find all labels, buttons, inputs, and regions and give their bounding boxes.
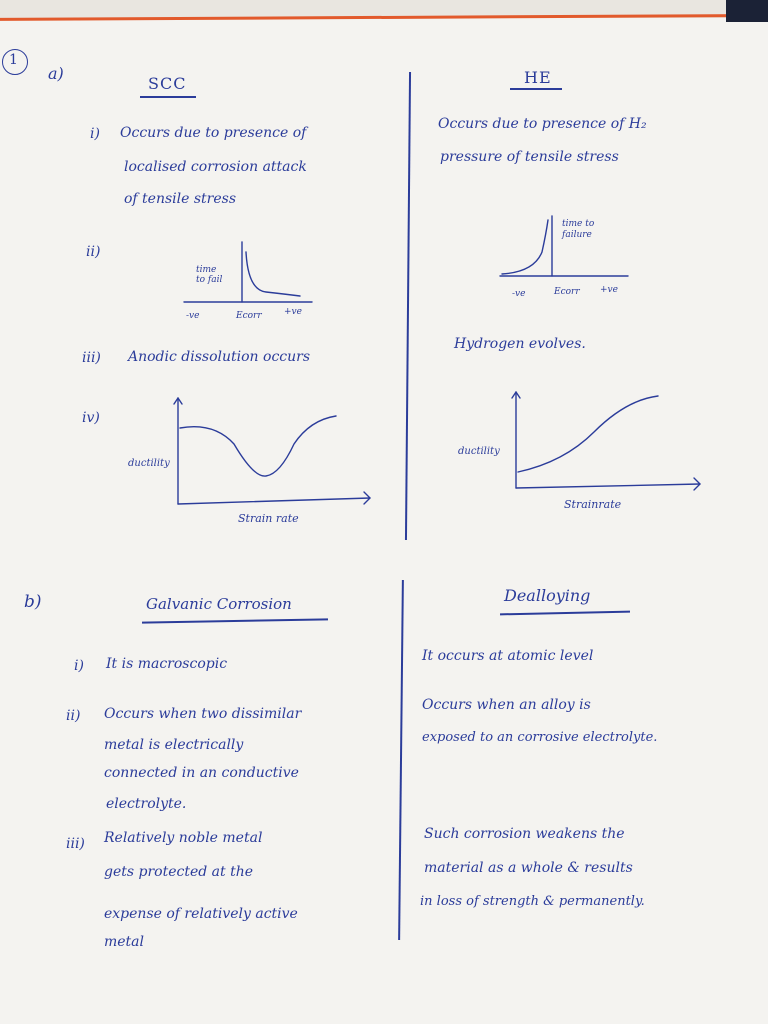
graph-xlabel: Strain rate	[238, 512, 299, 525]
graph-curve	[518, 396, 658, 472]
dealloying-point2-line1: Occurs when an alloy is	[422, 697, 591, 713]
galvanic-point2-line1: Occurs when two dissimilar	[104, 706, 302, 722]
galvanic-point3-line2: gets protected at the	[104, 864, 254, 880]
background-corner	[726, 0, 768, 22]
galvanic-point2-line4: electrolyte.	[106, 796, 187, 812]
graph-ylabel-line1: time to	[562, 219, 595, 229]
scc-point2-number: ii)	[86, 244, 101, 260]
scc-point1-line3: of tensile stress	[124, 191, 237, 207]
graph-ylabel-line2: to fail	[196, 275, 223, 285]
he-point3-text: Hydrogen evolves.	[454, 336, 586, 352]
part-a-column-divider	[405, 72, 411, 540]
galvanic-point2-number: ii)	[66, 708, 81, 724]
scc-point3-text: Anodic dissolution occurs	[128, 349, 311, 365]
graph-x-axis	[516, 484, 700, 488]
graph-x-neg-label: -ve	[512, 289, 526, 299]
dealloying-point3-line1: Such corrosion weakens the	[424, 826, 625, 842]
galvanic-point3-line4: metal	[104, 934, 145, 950]
he-point1-line2: pressure of tensile stress	[440, 149, 619, 165]
graph-x-pos-label: +ve	[284, 307, 302, 317]
graph-x-axis	[178, 498, 370, 504]
scc-ductility-graph	[124, 394, 384, 528]
scc-point1-number: i)	[90, 126, 100, 142]
he-title: HE	[524, 68, 552, 87]
scc-point4-number: iv)	[82, 410, 100, 426]
scc-point1-line1: Occurs due to presence of	[120, 125, 307, 141]
graph-curve	[180, 416, 336, 476]
scc-point1-line2: localised corrosion attack	[124, 159, 307, 175]
scc-point3-number: iii)	[82, 350, 101, 366]
dealloying-point3-line3: in loss of strength & permanently.	[420, 894, 645, 909]
graph-curve	[502, 220, 548, 274]
he-title-underline	[510, 88, 562, 90]
graph-ylabel-line2: failure	[562, 230, 592, 240]
part-b-column-divider	[398, 580, 403, 940]
graph-xlabel: Strainrate	[564, 498, 622, 511]
scc-time-to-fail-graph	[180, 238, 320, 328]
graph-curve	[246, 252, 300, 296]
dealloying-title: Dealloying	[504, 586, 591, 605]
galvanic-point2-line2: metal is electrically	[104, 737, 244, 753]
galvanic-point1-number: i)	[74, 658, 84, 674]
galvanic-title: Galvanic Corrosion	[146, 595, 292, 613]
scc-title: SCC	[148, 74, 187, 93]
graph-ylabel-line1: time	[196, 265, 217, 275]
part-a-label: a)	[48, 64, 64, 83]
he-point1-line1: Occurs due to presence of H₂	[438, 116, 647, 132]
galvanic-title-underline	[142, 618, 328, 623]
galvanic-point1-text: It is macroscopic	[106, 656, 228, 672]
dealloying-point1-text: It occurs at atomic level	[422, 648, 594, 664]
part-b-label: b)	[24, 592, 42, 612]
galvanic-point3-number: iii)	[66, 836, 85, 852]
dealloying-title-underline	[500, 611, 630, 615]
graph-x-mid-label: Ecorr	[554, 287, 580, 297]
graph-x-mid-label: Ecorr	[236, 311, 262, 321]
dealloying-point3-line2: material as a whole & results	[424, 860, 633, 876]
graph-x-pos-label: +ve	[600, 285, 618, 295]
galvanic-point2-line3: connected in an conductive	[104, 765, 299, 781]
galvanic-point3-line3: expense of relatively active	[104, 906, 298, 922]
graph-ylabel: ductility	[128, 458, 170, 469]
scc-title-underline	[140, 96, 196, 98]
he-ductility-graph	[454, 388, 708, 516]
he-time-to-failure-graph	[496, 212, 636, 302]
graph-x-neg-label: -ve	[186, 311, 200, 321]
question-number: 1	[9, 52, 18, 68]
galvanic-point3-line1: Relatively noble metal	[104, 830, 263, 846]
dealloying-point2-line2: exposed to an corrosive electrolyte.	[422, 730, 658, 745]
graph-ylabel: ductility	[458, 446, 500, 457]
